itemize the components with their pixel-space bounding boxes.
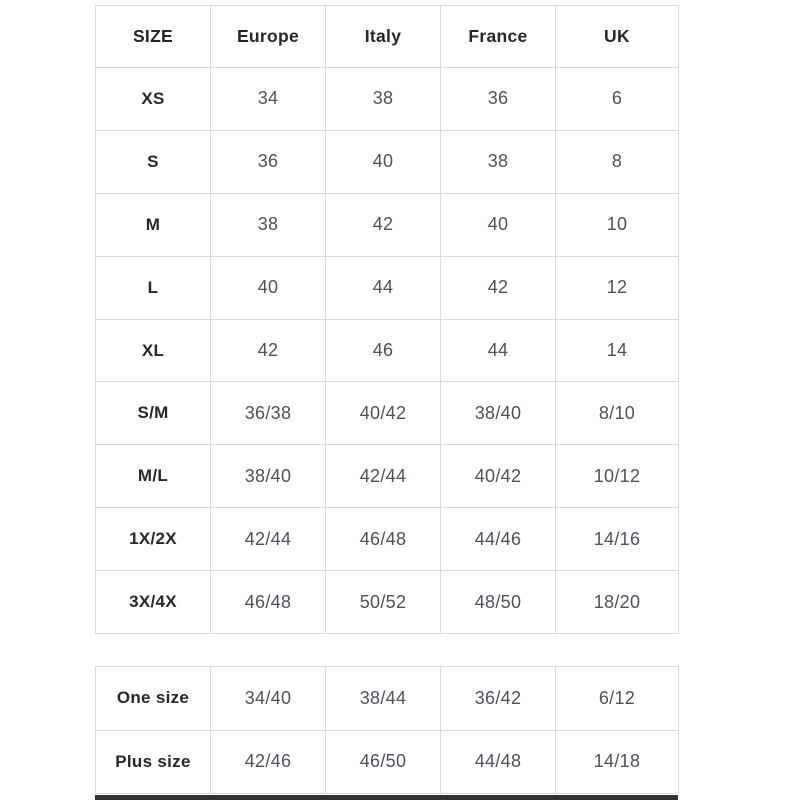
size-value-cell: 44 bbox=[326, 256, 441, 319]
size-value-cell: 46/48 bbox=[211, 571, 326, 634]
row-label: XS bbox=[96, 68, 211, 131]
size-value-cell: 42/44 bbox=[326, 445, 441, 508]
size-value-cell: 12 bbox=[556, 256, 679, 319]
size-value-cell: 8/10 bbox=[556, 382, 679, 445]
row-label: One size bbox=[96, 667, 211, 731]
size-value-cell: 10/12 bbox=[556, 445, 679, 508]
size-value-cell: 42 bbox=[441, 256, 556, 319]
size-value-cell: 38 bbox=[326, 68, 441, 131]
row-label: 1X/2X bbox=[96, 508, 211, 571]
size-value-cell: 48/50 bbox=[441, 571, 556, 634]
size-value-cell: 40/42 bbox=[326, 382, 441, 445]
size-value-cell: 18/20 bbox=[556, 571, 679, 634]
size-value-cell: 8 bbox=[556, 130, 679, 193]
size-value-cell: 44/46 bbox=[441, 508, 556, 571]
size-value-cell: 36/42 bbox=[441, 667, 556, 731]
size-value-cell: 42 bbox=[211, 319, 326, 382]
size-value-cell: 40/42 bbox=[441, 445, 556, 508]
row-label: Plus size bbox=[96, 730, 211, 794]
table-row bbox=[96, 382, 679, 445]
column-header-italy: Italy bbox=[326, 6, 441, 68]
size-conversion-table bbox=[95, 5, 679, 634]
size-value-cell: 38/40 bbox=[441, 382, 556, 445]
size-value-cell: 44/48 bbox=[441, 730, 556, 794]
size-value-cell: 46 bbox=[326, 319, 441, 382]
size-value-cell: 40 bbox=[441, 193, 556, 256]
size-value-cell: 46/50 bbox=[326, 730, 441, 794]
bottom-bar bbox=[95, 795, 678, 800]
size-value-cell: 6/12 bbox=[556, 667, 679, 731]
size-value-cell: 38/40 bbox=[211, 445, 326, 508]
column-header-size: SIZE bbox=[96, 6, 211, 68]
column-header-france: France bbox=[441, 6, 556, 68]
table-row bbox=[96, 256, 679, 319]
table-row bbox=[96, 508, 679, 571]
size-value-cell: 42/44 bbox=[211, 508, 326, 571]
size-value-cell: 14/18 bbox=[556, 730, 679, 794]
table-row bbox=[96, 571, 679, 634]
special-size-table bbox=[95, 666, 679, 794]
header-row bbox=[96, 6, 679, 68]
size-value-cell: 40 bbox=[211, 256, 326, 319]
size-value-cell: 36/38 bbox=[211, 382, 326, 445]
size-value-cell: 14/16 bbox=[556, 508, 679, 571]
row-label: S/M bbox=[96, 382, 211, 445]
size-value-cell: 38 bbox=[441, 130, 556, 193]
size-value-cell: 34/40 bbox=[211, 667, 326, 731]
size-value-cell: 10 bbox=[556, 193, 679, 256]
size-value-cell: 36 bbox=[211, 130, 326, 193]
size-value-cell: 42/46 bbox=[211, 730, 326, 794]
table-row bbox=[96, 445, 679, 508]
table-row bbox=[96, 319, 679, 382]
size-value-cell: 6 bbox=[556, 68, 679, 131]
row-label: S bbox=[96, 130, 211, 193]
size-value-cell: 38 bbox=[211, 193, 326, 256]
size-value-cell: 14 bbox=[556, 319, 679, 382]
size-value-cell: 42 bbox=[326, 193, 441, 256]
size-value-cell: 36 bbox=[441, 68, 556, 131]
table-row bbox=[96, 68, 679, 131]
table-row bbox=[96, 130, 679, 193]
column-header-europe: Europe bbox=[211, 6, 326, 68]
size-value-cell: 46/48 bbox=[326, 508, 441, 571]
size-value-cell: 40 bbox=[326, 130, 441, 193]
table-row bbox=[96, 193, 679, 256]
size-value-cell: 38/44 bbox=[326, 667, 441, 731]
row-label: L bbox=[96, 256, 211, 319]
row-label: 3X/4X bbox=[96, 571, 211, 634]
row-label: M bbox=[96, 193, 211, 256]
size-value-cell: 50/52 bbox=[326, 571, 441, 634]
row-label: M/L bbox=[96, 445, 211, 508]
size-value-cell: 34 bbox=[211, 68, 326, 131]
size-value-cell: 44 bbox=[441, 319, 556, 382]
column-header-uk: UK bbox=[556, 6, 679, 68]
table-row bbox=[96, 667, 679, 731]
table-row bbox=[96, 730, 679, 794]
row-label: XL bbox=[96, 319, 211, 382]
